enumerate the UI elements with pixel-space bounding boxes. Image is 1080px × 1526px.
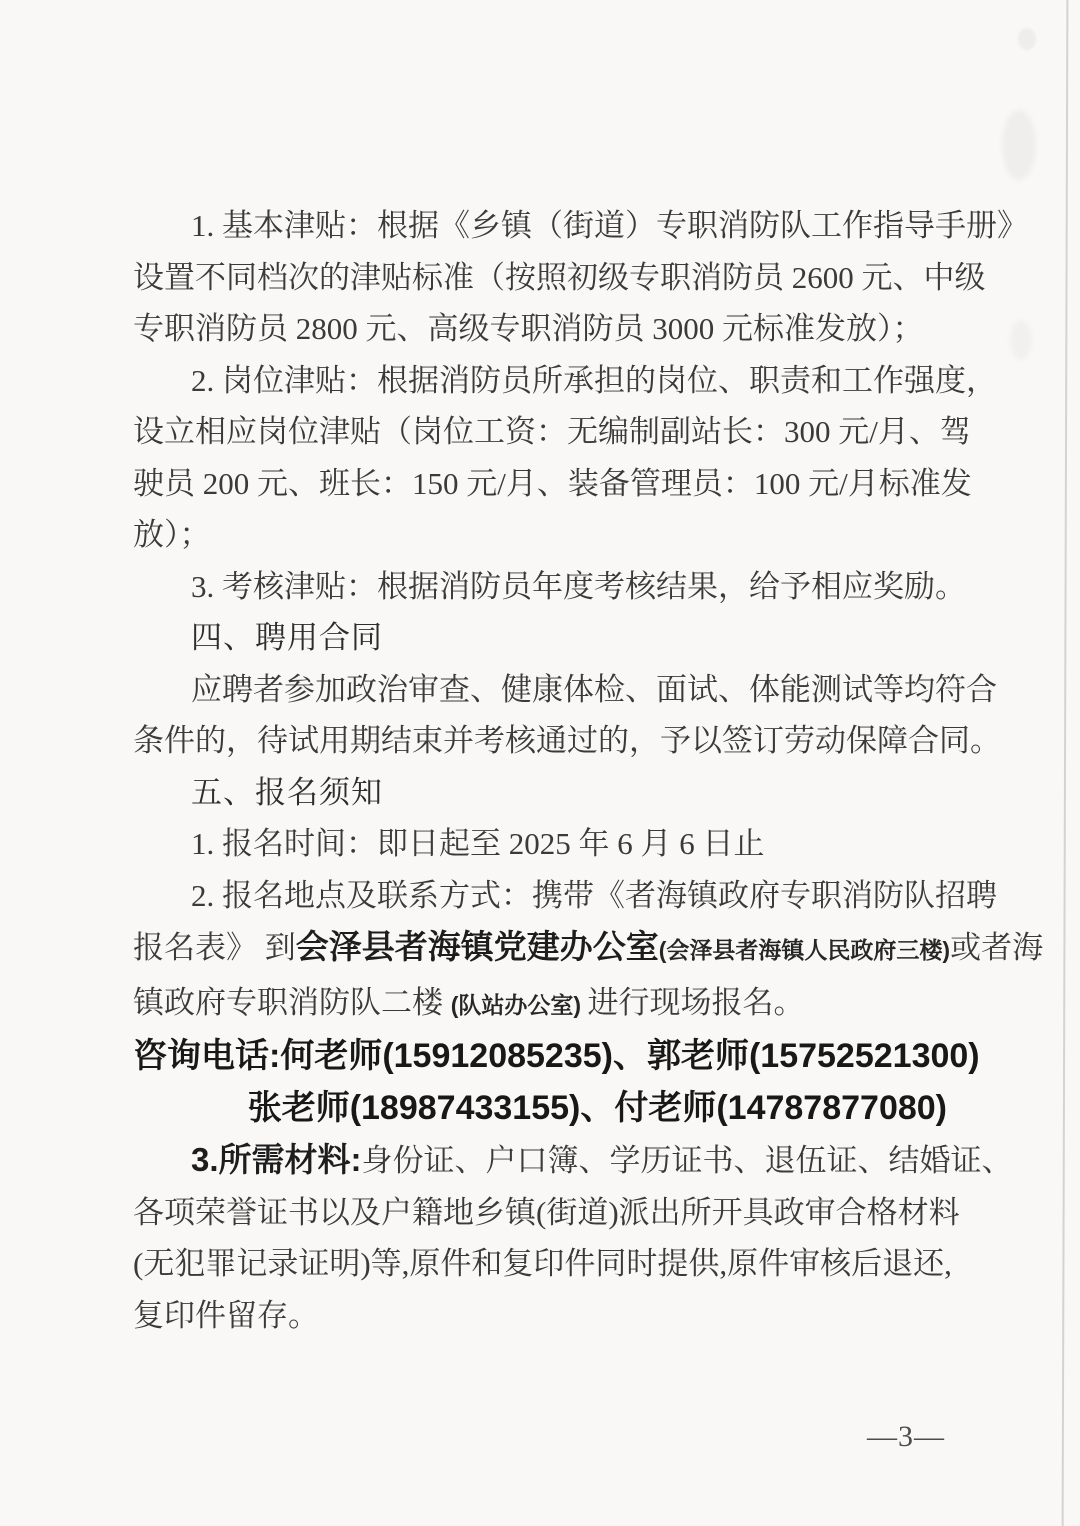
- body-text: 进行现场报名。: [587, 984, 805, 1020]
- para-employment-contract-line-2: [133, 715, 1001, 767]
- body-text: 应聘者参加政治审查、健康体检、面试、体能测试等均符合: [191, 671, 997, 707]
- body-text: 镇政府专职消防队二楼: [133, 984, 451, 1020]
- para-post-allowance-line-2: [133, 406, 971, 458]
- office-location-note: (会泽县者海镇人民政府三楼): [658, 937, 951, 963]
- para-basic-allowance-line-1: [133, 200, 1028, 252]
- para-post-allowance-line-4: [133, 509, 947, 561]
- para-assessment-allowance: [133, 561, 966, 613]
- scan-smudge: [1010, 320, 1032, 360]
- body-text: 条件的，待试用期结束并考核通过的，予以签订劳动保障合同。: [133, 723, 1001, 758]
- body-text: (无犯罪记录证明)等,原件和复印件同时提供,原件审核后退还,: [133, 1246, 952, 1281]
- para-registration-location-line-2: [133, 921, 1044, 977]
- para-required-materials-line-2: [133, 1187, 960, 1239]
- station-office-note: (队站办公室): [450, 991, 588, 1018]
- body-text: 各项荣誉证书以及户籍地乡镇(街道)派出所开具政审合格材料: [133, 1194, 960, 1230]
- office-name-emphasis: 会泽县者海镇党建办公室: [295, 928, 659, 965]
- para-required-materials-line-4: [133, 1290, 947, 1342]
- body-text: 2. 报名地点及联系方式：携带《者海镇政府专职消防队招聘: [191, 877, 997, 913]
- heading-text: 五、报名须知: [191, 774, 383, 810]
- scan-smudge: [1002, 110, 1036, 180]
- section-heading-employment-contract: [133, 612, 947, 664]
- para-post-allowance-line-3: [133, 458, 972, 510]
- body-text: 放）；: [133, 517, 211, 552]
- body-text: 驶员 200 元、班长：150 元/月、装备管理员：100 元/月标准发: [133, 465, 972, 501]
- contact-phone-line-2: [133, 1083, 947, 1135]
- contact-phone-line-1: [133, 1031, 980, 1083]
- para-required-materials-line-1: [133, 1134, 1013, 1187]
- body-text: 设置不同档次的津贴标准（按照初级专职消防员 2600 元、中级: [133, 259, 986, 295]
- body-text: 设立相应岗位津贴（岗位工资：无编制副站长：300 元/月、驾: [133, 414, 971, 449]
- body-text: 3. 考核津贴：根据消防员年度考核结果，给予相应奖励。: [191, 568, 966, 604]
- phone-numbers-text: 张老师(18987433155)、付老师(14787877080): [247, 1088, 947, 1127]
- body-text: 1. 报名时间：即日起至 2025 年 6 月 6 日止: [191, 826, 765, 861]
- para-registration-location-line-1: [133, 870, 997, 922]
- page-number: —3—: [867, 1420, 945, 1453]
- body-text: 复印件留存。: [133, 1297, 319, 1333]
- body-text: 或者海: [950, 930, 1044, 965]
- section-heading-registration-notes: [133, 767, 947, 819]
- para-basic-allowance-line-2: [133, 252, 986, 304]
- body-text: 身份证、户口簿、学历证书、退伍证、结婚证、: [361, 1143, 1013, 1178]
- heading-text: 四、聘用合同: [191, 620, 383, 655]
- scan-paper-edge-line: [1062, 0, 1069, 1526]
- para-registration-time: [133, 818, 947, 870]
- para-post-allowance-line-1: [133, 355, 997, 407]
- para-basic-allowance-line-3: [133, 303, 947, 355]
- para-registration-location-line-3: [133, 977, 947, 1032]
- para-required-materials-line-3: [133, 1238, 952, 1290]
- body-text: 专职消防员 2800 元、高级专职消防员 3000 元标准发放）；: [133, 311, 924, 346]
- materials-label: 3.所需材料:: [191, 1141, 362, 1178]
- phone-numbers-text: 咨询电话:何老师(15912085235)、郭老师(15752521300): [133, 1037, 980, 1075]
- document-body: [133, 200, 1044, 1341]
- scan-smudge: [1018, 28, 1036, 50]
- body-text: 报名表》 到: [133, 930, 296, 965]
- para-employment-contract-line-1: [133, 664, 997, 716]
- body-text: 2. 岗位津贴：根据消防员所承担的岗位、职责和工作强度，: [191, 362, 997, 398]
- body-text: 1. 基本津贴：根据《乡镇（街道）专职消防队工作指导手册》: [191, 208, 1028, 243]
